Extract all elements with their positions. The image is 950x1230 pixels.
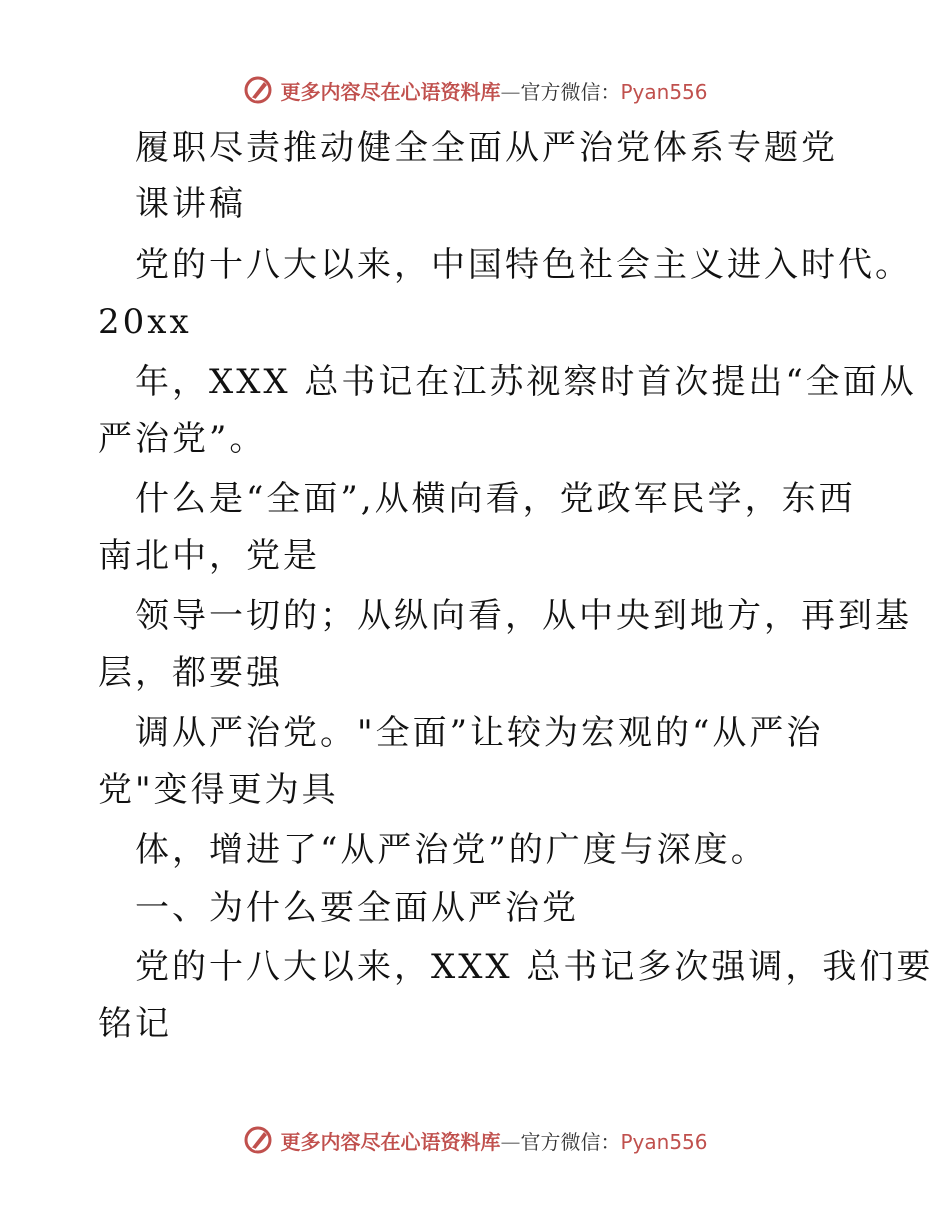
paragraph-line: 南北中，党是 bbox=[98, 536, 320, 576]
footer-wechat-label: 官方微信： bbox=[520, 1129, 621, 1154]
header-site-name: 更多内容尽在心语资料库 bbox=[280, 79, 501, 104]
paragraph-line: 层，都要强 bbox=[98, 653, 283, 693]
paragraph-line: 铭记 bbox=[98, 1004, 172, 1044]
footer-site-name: 更多内容尽在心语资料库 bbox=[280, 1129, 501, 1154]
footer-banner bbox=[0, 1120, 950, 1160]
paragraph-line: 党的十八大以来，中国特色社会主义进入时代。 bbox=[135, 245, 912, 285]
header-wechat-id: Pyan556 bbox=[620, 79, 708, 104]
paragraph-line: 党"变得更为具 bbox=[98, 770, 339, 810]
header-dash: — bbox=[500, 79, 521, 104]
title-line-2: 课讲稿 bbox=[135, 184, 246, 224]
header-banner bbox=[0, 70, 950, 110]
paragraph-line: 党的十八大以来，XXX 总书记多次强调，我们要 bbox=[135, 947, 934, 987]
section-heading: 一、为什么要全面从严治党 bbox=[135, 888, 579, 928]
paragraph-line: 20xx bbox=[98, 302, 192, 342]
paragraph-line: 年，XXX 总书记在江苏视察时首次提出“全面从 bbox=[135, 362, 917, 402]
paragraph-line: 调从严治党。"全面”让较为宏观的“从严治 bbox=[135, 713, 824, 753]
paragraph-line: 严治党”。 bbox=[98, 419, 267, 459]
header-wechat-label: 官方微信： bbox=[520, 79, 621, 104]
paragraph-line: 什么是“全面”,从横向看，党政军民学，东西 bbox=[135, 479, 856, 519]
footer-wechat-id: Pyan556 bbox=[620, 1129, 708, 1154]
feather-pen-logo-icon bbox=[242, 1124, 274, 1156]
paragraph-line: 领导一切的；从纵向看，从中央到地方，再到基 bbox=[135, 596, 912, 636]
feather-pen-logo-icon bbox=[242, 74, 274, 106]
paragraph-line: 体，增进了“从严治党”的广度与深度。 bbox=[135, 830, 768, 870]
title-line-1: 履职尽责推动健全全面从严治党体系专题党 bbox=[135, 128, 838, 168]
footer-dash: — bbox=[500, 1129, 521, 1154]
